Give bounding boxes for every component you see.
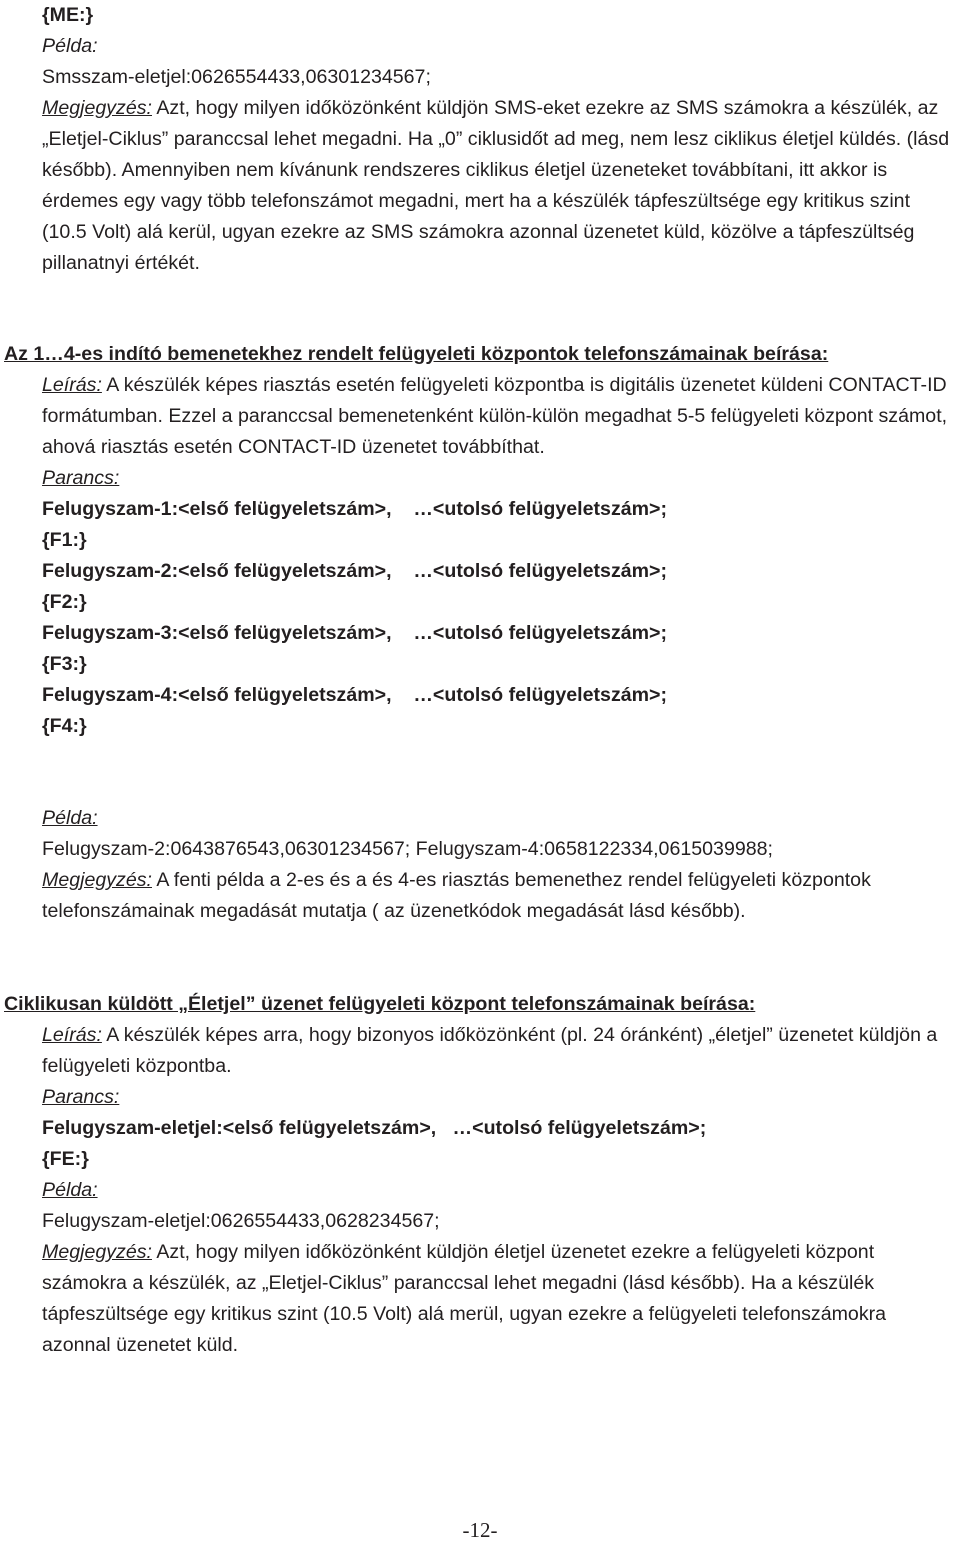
leiras-label: Leírás: [42,374,102,396]
command-f3: Felugyszam-3:<első felügyeletszám>, …<utolsó felügyeletszám>; [42,622,668,644]
section-heartbeat-body [42,1020,954,1361]
command-f2: Felugyszam-2:<első felügyeletszám>, …<utolsó felügyeletszám>; [42,560,668,582]
code-f4: {F4:} [42,715,87,737]
leiras-label: Leírás: [42,1024,102,1046]
description-text: A készülék képes arra, hogy bizonyos időközönként (pl. 24 óránként) „életjel” üzenetet küldjön a felügyeleti központba. [42,1024,938,1077]
code-me-block [42,0,954,279]
description-paragraph [42,370,954,463]
example-eletjel: Felugyszam-eletjel:0626554433,0628234567; [42,1210,440,1232]
page-number: -12- [462,1518,498,1542]
command-fe: Felugyszam-eletjel:<első felügyeletszám>, …<utolsó felügyeletszám>; [42,1117,707,1139]
command-f4: Felugyszam-4:<első felügyeletszám>, …<utolsó felügyeletszám>; [42,684,668,706]
section-input-centers-example [42,803,954,927]
note-paragraph [42,93,954,279]
pelda-label: Példa: [42,1179,98,1201]
code-f2: {F2:} [42,591,87,613]
section-heading-input-centers: Az 1…4-es indító bemenetekhez rendelt felügyeleti központok telefonszámainak beírása: [4,343,829,365]
code-f1: {F1:} [42,529,87,551]
parancs-label: Parancs: [42,1086,120,1108]
megjegyzes-label: Megjegyzés: [42,869,152,891]
note-text: A fenti példa a 2-es és a és 4-es riasztás bemenethez rendel felügyeleti központok telefonszámainak megadását mutatja ( az üzenetkódok megadását lásd később). [42,869,871,922]
parancs-label: Parancs: [42,467,120,489]
command-f1: Felugyszam-1:<első felügyeletszám>, …<utolsó felügyeletszám>; [42,498,668,520]
note-text: Azt, hogy milyen időközönként küldjön életjel üzenetet ezekre a felügyeleti központ számokra a készülék, az „Eletjel-Ciklus” paranccsal lehet megadni (lásd később). Ha a készülék tápfeszültsége egy kritikus szint (10.5 Volt) alá merül, ugyan ezekre a felügyeleti telefonszámokra azonnal üzenetet küld. [42,1241,887,1356]
section-input-centers-body [42,370,954,742]
note-text: Azt, hogy milyen időközönként küldjön SMS-eket ezekre az SMS számokra a készülék, az „Eletjel-Ciklus” paranccsal lehet megadni. Ha „0” ciklusidőt ad meg, nem lesz ciklikus életjel küldés. (lásd később). Amennyiben nem kívánunk rendszeres ciklikus életjel üzeneteket továbbítani, itt akkor is érdemes egy vagy több telefonszámot megadni, mert ha a készülék tápfeszültsége egy kritikus szint (10.5 Volt) alá kerül, ugyan ezekre az SMS számokra azonnal üzenetet küld, közölve a tápfeszültség pillanatnyi értékét. [42,97,950,274]
code-me: {ME:} [42,4,94,26]
note-paragraph [42,865,954,927]
megjegyzes-label: Megjegyzés: [42,97,152,119]
example-sms: Smsszam-eletjel:0626554433,06301234567; [42,66,431,88]
code-f3: {F3:} [42,653,87,675]
section-heading-heartbeat-centers: Ciklikusan küldött „Életjel” üzenet felügyeleti központ telefonszámainak beírása: [4,993,756,1015]
note-paragraph [42,1237,954,1361]
description-paragraph [42,1020,954,1082]
pelda-label: Példa: [42,35,98,57]
megjegyzes-label: Megjegyzés: [42,1241,152,1263]
example-felugyszam: Felugyszam-2:0643876543,06301234567; Felugyszam-4:0658122334,0615039988; [42,838,773,860]
pelda-label: Példa: [42,807,98,829]
code-fe: {FE:} [42,1148,89,1170]
description-text: A készülék képes riasztás esetén felügyeleti központba is digitális üzenetet küldeni CONTACT-ID formátumban. Ezzel a paranccsal bemenetenként külön-külön megadhat 5-5 felügyeleti központ számot, ahová riasztás esetén CONTACT-ID üzenetet továbbíthat. [42,374,948,458]
